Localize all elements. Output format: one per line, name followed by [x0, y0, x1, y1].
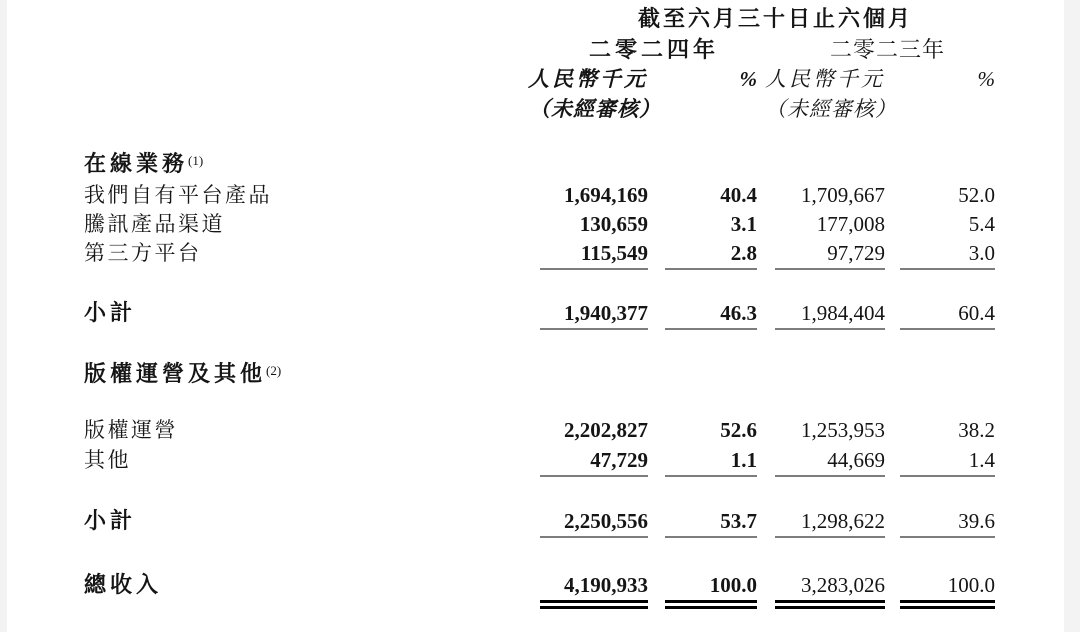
footnote-ref: (1) [188, 153, 204, 168]
row-label: 在線業務$^{(1)}$ [84, 151, 204, 176]
pct-2024: 52.6 [720, 418, 757, 442]
row-label: 總收入 [84, 572, 163, 597]
pct-2023: 3.0 [900, 240, 995, 270]
value-2024: 2,250,556 [540, 508, 648, 538]
value-2024: 1,940,377 [540, 300, 648, 330]
table-row-online-business [0, 148, 1080, 174]
pct-2024: 3.1 [730, 212, 757, 236]
row-label: 小計 [84, 300, 137, 325]
pct-2023: 52.0 [958, 183, 995, 207]
value-2024: 1,694,169 [564, 183, 648, 207]
value-2023: 97,729 [775, 240, 885, 270]
row-label: 版權運營 [84, 418, 178, 442]
row-label: 小計 [84, 508, 137, 533]
pct-2024: 100.0 [665, 572, 757, 609]
value-2023: 1,253,953 [801, 418, 885, 442]
unit-label-2023: 人民幣千元 [765, 67, 885, 91]
value-2024: 115,549 [540, 240, 648, 270]
table-row-copyright-operation [0, 417, 1080, 443]
value-2024: 47,729 [540, 447, 648, 477]
table-row-others [0, 447, 1080, 473]
pct-2023: 60.4 [900, 300, 995, 330]
row-label: 版權運營及其他$^{(2)}$ [84, 361, 282, 386]
table-row-subtotal-copyright [0, 508, 1080, 534]
value-2023: 1,298,622 [775, 508, 885, 538]
percent-label-2024: % [739, 67, 757, 91]
table-row-total-revenue [0, 572, 1080, 598]
value-2023: 1,709,667 [801, 183, 885, 207]
table-row-own-platform [0, 182, 1080, 208]
value-2024: 4,190,933 [540, 572, 648, 609]
pct-2024: 2.8 [665, 240, 757, 270]
footnote-ref: (2) [266, 363, 282, 378]
pct-2024: 1.1 [665, 447, 757, 477]
unaudited-label-2023: （未經審核） [765, 97, 897, 121]
pct-2024: 46.3 [665, 300, 757, 330]
table-row-subtotal-online [0, 300, 1080, 326]
value-2023: 177,008 [816, 212, 885, 236]
pct-2023: 38.2 [958, 418, 995, 442]
row-label: 騰訊產品渠道 [84, 212, 225, 236]
value-2024: 2,202,827 [564, 418, 648, 442]
unaudited-label-2024: （未經審核） [529, 97, 661, 121]
value-2023: 44,669 [775, 447, 885, 477]
period-header: 截至六月三十日止六個月 [638, 6, 914, 31]
table-row-copyright-section [0, 358, 1080, 384]
pct-2023: 1.4 [900, 447, 995, 477]
value-2023: 1,984,404 [775, 300, 885, 330]
row-label: 我們自有平台產品 [84, 183, 272, 207]
value-2024: 130,659 [579, 212, 648, 236]
pct-2023: 5.4 [968, 212, 995, 236]
year-2023-header: 二零二三年 [830, 37, 946, 62]
table-row-tencent-channels [0, 211, 1080, 237]
pct-2023: 39.6 [900, 508, 995, 538]
row-label: 其他 [84, 448, 131, 472]
year-2024-header: 二零二四年 [589, 37, 720, 62]
unit-label-2024: 人民幣千元 [528, 67, 648, 91]
value-2023: 3,283,026 [775, 572, 885, 609]
pct-2023: 100.0 [900, 572, 995, 609]
percent-label-2023: % [977, 67, 995, 91]
row-label: 第三方平台 [84, 241, 202, 265]
pct-2024: 40.4 [720, 183, 757, 207]
table-row-third-party [0, 240, 1080, 266]
pct-2024: 53.7 [665, 508, 757, 538]
